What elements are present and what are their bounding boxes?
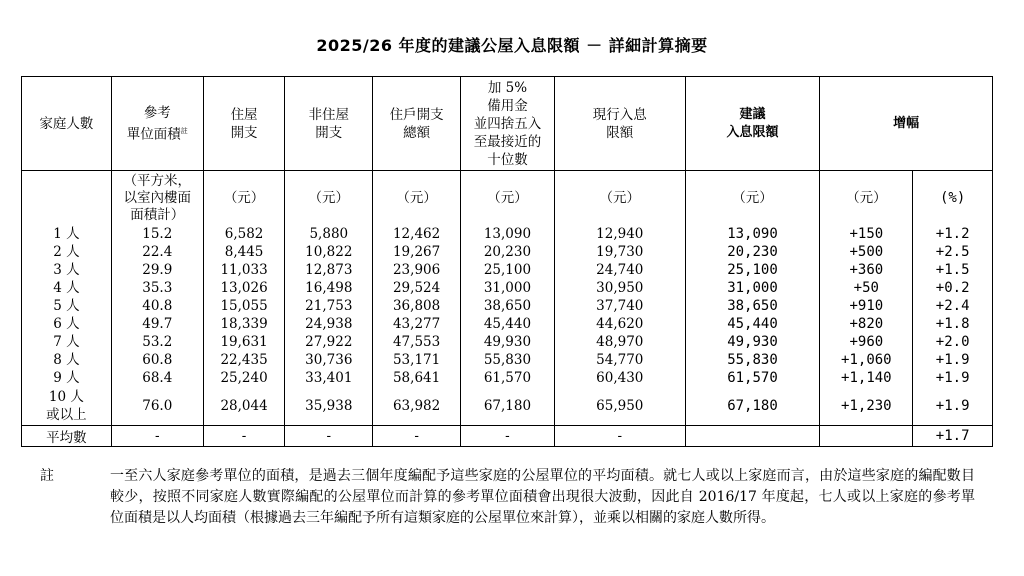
cell-inc-percent: +2.4 xyxy=(913,297,993,315)
cell-reserve: 13,090 xyxy=(461,225,555,243)
table-row xyxy=(22,261,993,279)
cell-inc-amount: +1,230 xyxy=(820,387,913,426)
average-label: 平均數 xyxy=(22,426,112,447)
header-housing-expenditure: 住屋 開支 xyxy=(203,77,285,171)
table-row xyxy=(22,297,993,315)
header-proposed-limit: 建議 入息限額 xyxy=(685,77,820,171)
cell-housing: 28,044 xyxy=(203,387,285,426)
cell-inc-percent: +1.5 xyxy=(913,261,993,279)
cell-household-size: 4 人 xyxy=(22,279,112,297)
cell-inc-percent: +1.2 xyxy=(913,225,993,243)
cell-inc-amount: +1,060 xyxy=(820,351,913,369)
header-household-size: 家庭人數 xyxy=(22,77,112,171)
cell-reserve: 45,440 xyxy=(461,315,555,333)
cell-inc-amount: +50 xyxy=(820,279,913,297)
average-dash: - xyxy=(285,426,373,447)
average-dash: - xyxy=(554,426,685,447)
table-row xyxy=(22,369,993,387)
table-row xyxy=(22,387,993,426)
cell-proposed: 31,000 xyxy=(685,279,820,297)
cell-inc-amount: +500 xyxy=(820,243,913,261)
unit-dollar: （元） xyxy=(554,171,685,226)
cell-non-housing: 24,938 xyxy=(285,315,373,333)
footnote-text: 一至六人家庭參考單位的面積，是過去三個年度編配予這些家庭的公屋單位的平均面積。就七人或以上家庭而言，由於這些家庭的編配數目較少，按照不同家庭人數實際編配的公屋單位而計算的參考單位面積會出現很大波動，因此自 2016/17 年度起，七人或以上家庭的參考單位面積是以人均面積（根據過去三年編配予所有這類家庭的公屋單位來計算），並乘以相關的家庭人數所得。 xyxy=(110,468,975,526)
unit-dollar: （元） xyxy=(461,171,555,226)
cell-reserve: 61,570 xyxy=(461,369,555,387)
header-non-housing-expenditure: 非住屋 開支 xyxy=(285,77,373,171)
cell-inc-percent: +1.9 xyxy=(913,387,993,426)
header-reserve: 加 5% 備用金 並四捨五入 至最接近的 十位數 xyxy=(461,77,555,171)
cell-total: 43,277 xyxy=(373,315,461,333)
cell-housing: 25,240 xyxy=(203,369,285,387)
header-total-expenditure: 住戶開支 總額 xyxy=(373,77,461,171)
cell-current: 19,730 xyxy=(554,243,685,261)
table-row xyxy=(22,225,993,243)
footnote xyxy=(40,466,975,529)
cell-proposed: 20,230 xyxy=(685,243,820,261)
header-row xyxy=(22,77,993,171)
cell-inc-percent: +2.5 xyxy=(913,243,993,261)
cell-non-housing: 16,498 xyxy=(285,279,373,297)
cell-reserve: 20,230 xyxy=(461,243,555,261)
table-row xyxy=(22,243,993,261)
cell-housing: 11,033 xyxy=(203,261,285,279)
cell-non-housing: 27,922 xyxy=(285,333,373,351)
cell-inc-amount: +1,140 xyxy=(820,369,913,387)
cell-reserve: 55,830 xyxy=(461,351,555,369)
cell-total: 53,171 xyxy=(373,351,461,369)
cell-inc-amount: +960 xyxy=(820,333,913,351)
cell-non-housing: 21,753 xyxy=(285,297,373,315)
unit-dollar: （元） xyxy=(820,171,913,226)
cell-total: 12,462 xyxy=(373,225,461,243)
cell-total: 36,808 xyxy=(373,297,461,315)
cell-inc-percent: +2.0 xyxy=(913,333,993,351)
cell-inc-percent: +1.9 xyxy=(913,369,993,387)
cell-housing: 8,445 xyxy=(203,243,285,261)
unit-dollar: （元） xyxy=(203,171,285,226)
cell-non-housing: 33,401 xyxy=(285,369,373,387)
cell-area: 40.8 xyxy=(111,297,203,315)
footnote-label: 註 xyxy=(40,468,54,484)
cell-household-size: 2 人 xyxy=(22,243,112,261)
cell-current: 24,740 xyxy=(554,261,685,279)
cell-total: 58,641 xyxy=(373,369,461,387)
cell-area: 60.8 xyxy=(111,351,203,369)
cell-housing: 18,339 xyxy=(203,315,285,333)
cell-current: 54,770 xyxy=(554,351,685,369)
cell-housing: 22,435 xyxy=(203,351,285,369)
cell-reserve: 31,000 xyxy=(461,279,555,297)
cell-current: 30,950 xyxy=(554,279,685,297)
cell-current: 60,430 xyxy=(554,369,685,387)
cell-area: 68.4 xyxy=(111,369,203,387)
cell-proposed: 13,090 xyxy=(685,225,820,243)
cell-area: 22.4 xyxy=(111,243,203,261)
table-row xyxy=(22,351,993,369)
cell-housing: 19,631 xyxy=(203,333,285,351)
cell-area: 35.3 xyxy=(111,279,203,297)
income-limit-table xyxy=(21,76,993,447)
cell-housing: 13,026 xyxy=(203,279,285,297)
cell-inc-amount: +150 xyxy=(820,225,913,243)
cell-proposed: 61,570 xyxy=(685,369,820,387)
unit-dollar: （元） xyxy=(685,171,820,226)
cell-household-size: 1 人 xyxy=(22,225,112,243)
cell-inc-amount: +910 xyxy=(820,297,913,315)
cell-area: 53.2 xyxy=(111,333,203,351)
average-inc-percent: +1.7 xyxy=(913,426,993,447)
cell-total: 19,267 xyxy=(373,243,461,261)
cell-area: 15.2 xyxy=(111,225,203,243)
cell-household-size: 6 人 xyxy=(22,315,112,333)
cell-household-size: 9 人 xyxy=(22,369,112,387)
cell-housing: 6,582 xyxy=(203,225,285,243)
cell-proposed: 67,180 xyxy=(685,387,820,426)
cell-non-housing: 12,873 xyxy=(285,261,373,279)
cell-household-size: 10 人 或以上 xyxy=(22,387,112,426)
header-current-limit: 現行入息 限額 xyxy=(554,77,685,171)
cell-total: 63,982 xyxy=(373,387,461,426)
cell-household-size: 5 人 xyxy=(22,297,112,315)
cell-household-size: 3 人 xyxy=(22,261,112,279)
average-dash: - xyxy=(203,426,285,447)
cell-area: 29.9 xyxy=(111,261,203,279)
units-row xyxy=(22,171,993,226)
cell-housing: 15,055 xyxy=(203,297,285,315)
cell-household-size: 8 人 xyxy=(22,351,112,369)
cell-inc-percent: +1.8 xyxy=(913,315,993,333)
unit-dollar: （元） xyxy=(285,171,373,226)
cell-reserve: 38,650 xyxy=(461,297,555,315)
cell-proposed: 55,830 xyxy=(685,351,820,369)
average-dash: - xyxy=(373,426,461,447)
cell-non-housing: 35,938 xyxy=(285,387,373,426)
cell-inc-percent: +1.9 xyxy=(913,351,993,369)
cell-current: 44,620 xyxy=(554,315,685,333)
cell-household-size: 7 人 xyxy=(22,333,112,351)
cell-current: 37,740 xyxy=(554,297,685,315)
unit-percent: (%) xyxy=(913,171,993,226)
cell-proposed: 38,650 xyxy=(685,297,820,315)
cell-inc-percent: +0.2 xyxy=(913,279,993,297)
unit-area: （平方米， 以室內樓面 面積計） xyxy=(111,171,203,226)
cell-non-housing: 5,880 xyxy=(285,225,373,243)
page-title: 2025/26 年度的建議公屋入息限額 － 詳細計算摘要 xyxy=(316,36,708,55)
cell-area: 49.7 xyxy=(111,315,203,333)
cell-current: 12,940 xyxy=(554,225,685,243)
cell-reserve: 25,100 xyxy=(461,261,555,279)
cell-total: 23,906 xyxy=(373,261,461,279)
table-row xyxy=(22,315,993,333)
average-dash: - xyxy=(111,426,203,447)
cell-total: 29,524 xyxy=(373,279,461,297)
table-row xyxy=(22,279,993,297)
header-ref-area: 參考 單位面積$^註$ xyxy=(111,77,203,171)
average-row xyxy=(22,426,993,447)
cell-reserve: 67,180 xyxy=(461,387,555,426)
cell-reserve: 49,930 xyxy=(461,333,555,351)
table-row xyxy=(22,333,993,351)
average-dash: - xyxy=(461,426,555,447)
cell-current: 65,950 xyxy=(554,387,685,426)
cell-current: 48,970 xyxy=(554,333,685,351)
cell-proposed: 49,930 xyxy=(685,333,820,351)
cell-non-housing: 10,822 xyxy=(285,243,373,261)
cell-area: 76.0 xyxy=(111,387,203,426)
cell-non-housing: 30,736 xyxy=(285,351,373,369)
cell-inc-amount: +820 xyxy=(820,315,913,333)
cell-proposed: 45,440 xyxy=(685,315,820,333)
header-increase: 增幅 xyxy=(820,77,993,171)
cell-total: 47,553 xyxy=(373,333,461,351)
unit-dollar: （元） xyxy=(373,171,461,226)
cell-proposed: 25,100 xyxy=(685,261,820,279)
cell-inc-amount: +360 xyxy=(820,261,913,279)
